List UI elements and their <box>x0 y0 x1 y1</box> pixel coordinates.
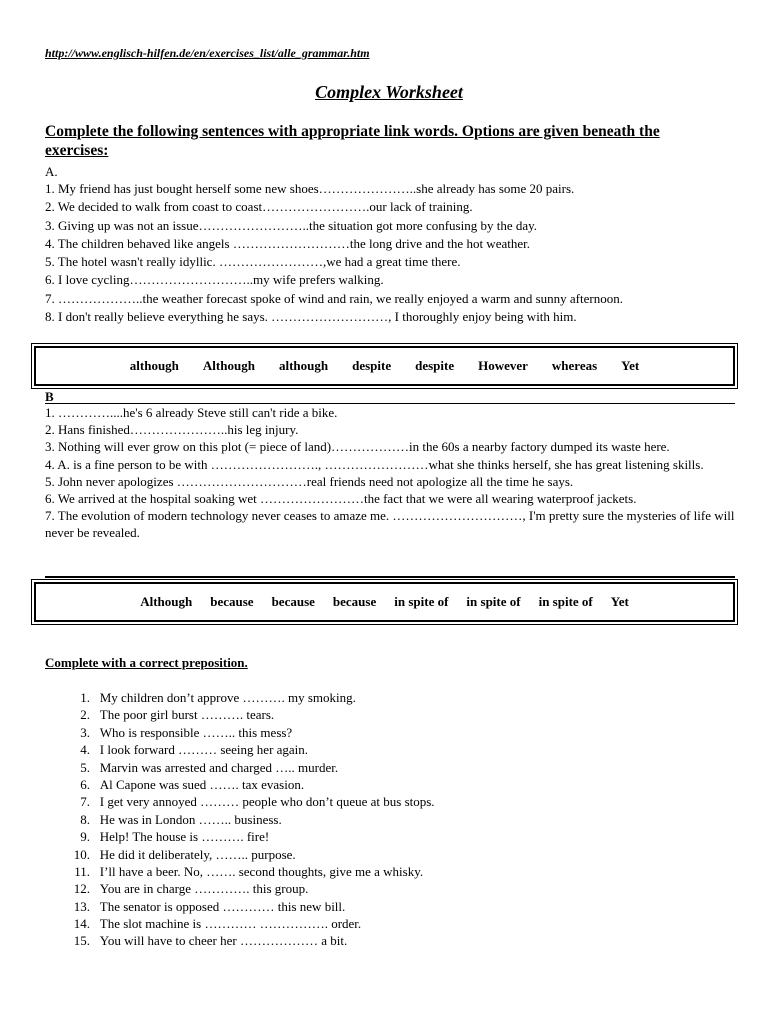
option-a-6: However <box>478 358 528 373</box>
list-item: 1. My children don’t approve ………. my smoking. <box>80 690 356 705</box>
sentence-a-1: 1. My friend has just bought herself some new shoes…………………..she already has some 20 pairs. <box>45 181 575 196</box>
sentence-a-4: 4. The children behaved like angels ………………………the long drive and the hot weather. <box>45 235 530 251</box>
sentence-b-4: 4. A. is a fine person to be with ……………………., ……………………what she thinks herself, she has great listening skills. <box>45 456 704 472</box>
sentence-a-3: 3. Giving up was not an issue……………………..the situation got more confusing by the day. <box>45 217 538 233</box>
list-item: 15. You will have to cheer her ……………… a bit. <box>73 933 348 949</box>
option-a-4: despite <box>352 358 392 373</box>
option-b-3: because <box>271 594 315 609</box>
option-a-7: whereas <box>551 358 598 373</box>
option-b-8: Yet <box>610 594 629 609</box>
list-item: 2. The poor girl burst ………. tears. <box>80 707 275 723</box>
list-item: 3. Who is responsible …….. this mess? <box>80 724 293 740</box>
source-url[interactable]: http://www.englisch-hilfen.de/en/exercises_list/alle_grammar.htm <box>45 46 370 60</box>
divider-b-end <box>45 576 735 578</box>
option-b-1: Although <box>140 594 193 609</box>
instruction-heading: Complete the following sentences with appropriate link words. Options are given beneath the exercises: <box>45 123 660 159</box>
sentence-b-7: 7. The evolution of modern technology never ceases to amaze me. …………………………, I'm pretty sure the mysteries of life will never be revealed. <box>45 508 735 541</box>
list-item: 12. You are in charge …………. this group. <box>73 881 309 897</box>
list-item: 10. He did it deliberately, …….. purpose. <box>73 846 296 862</box>
option-b-6: in spite of <box>466 594 521 609</box>
sentence-b-5: 5. John never apologizes …………………………real friends need not apologize all the time he says. <box>45 473 574 489</box>
list-item: 5. Marvin was arrested and charged ….. murder. <box>80 759 339 775</box>
sentence-a-2: 2. We decided to walk from coast to coast…………………….our lack of training. <box>45 199 473 215</box>
list-item: 13. The senator is opposed ………… this new bill. <box>73 898 346 914</box>
option-b-5: in spite of <box>394 594 449 609</box>
sentence-b-3: 3. Nothing will ever grow on this plot (= piece of land)………………in the 60s a nearby factory dumped its waste here. <box>45 439 670 455</box>
sentence-b-6: 6. We arrived at the hospital soaking wet ……………………the fact that we were all wearing waterproof jackets. <box>45 491 637 507</box>
section-a-sentences <box>45 180 735 326</box>
sentence-a-8: 8. I don't really believe everything he says. ………………………, I thoroughly enjoy being with him. <box>45 309 577 325</box>
preposition-list <box>66 689 435 950</box>
list-item: 7. I get very annoyed ……… people who don’t queue at bus stops. <box>80 794 435 810</box>
option-a-5: despite <box>415 358 455 373</box>
sentence-a-5: 5. The hotel wasn't really idyllic. ……………………,we had a great time there. <box>45 254 461 270</box>
section-b-label: B <box>45 389 54 404</box>
list-item: 9. Help! The house is ………. fire! <box>80 829 270 845</box>
list-item: 11. I’ll have a beer. No, ……. second thoughts, give me a whisky. <box>74 863 424 879</box>
sentence-b-1: 1. …………....he's 6 already Steve still can't ride a bike. <box>45 405 338 420</box>
options-box-a <box>34 346 735 386</box>
option-b-2: because <box>210 594 254 609</box>
option-b-7: in spite of <box>538 594 593 609</box>
sentence-a-6: 6. I love cycling………………………..my wife prefers walking. <box>45 272 384 288</box>
page-title: Complex Worksheet <box>315 82 463 102</box>
option-a-8: Yet <box>621 358 640 373</box>
option-a-1: although <box>129 358 179 373</box>
list-item: 8. He was in London …….. business. <box>80 811 282 827</box>
list-item: 6. Al Capone was sued ……. tax evasion. <box>80 776 305 792</box>
option-b-4: because <box>332 594 377 609</box>
list-item: 14. The slot machine is ………… ……………. order. <box>73 916 362 932</box>
sentence-b-2: 2. Hans finished…………………..his leg injury. <box>45 422 299 438</box>
preposition-heading: Complete with a correct preposition. <box>45 655 248 670</box>
option-a-3: although <box>278 358 329 373</box>
option-a-2: Although <box>202 358 255 373</box>
section-b-sentences <box>45 404 735 542</box>
sentence-a-7: 7. ………………..the weather forecast spoke of wind and rain, we really enjoyed a warm and sunny afternoon. <box>45 290 623 306</box>
list-item: 4. I look forward ……… seeing her again. <box>80 742 309 758</box>
section-a-label: A. <box>45 164 58 179</box>
options-box-b <box>34 582 735 622</box>
